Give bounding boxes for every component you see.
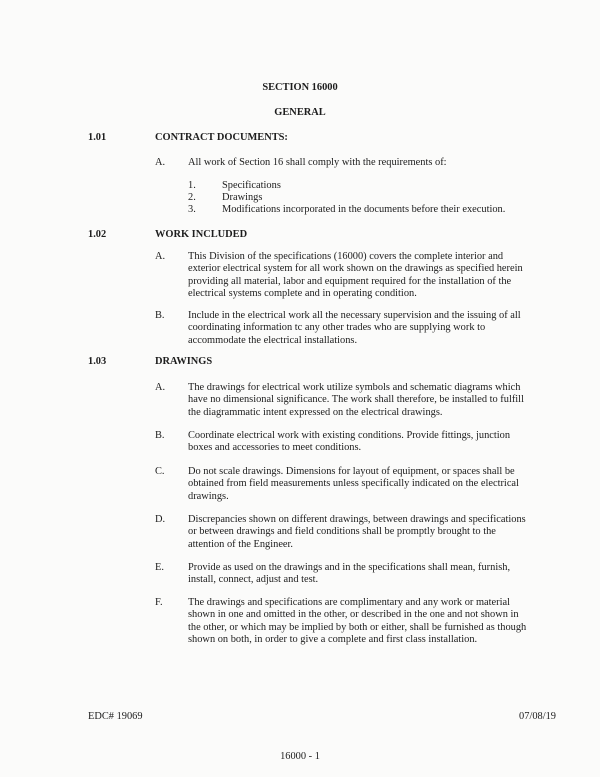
item-paragraph bbox=[188, 382, 524, 419]
item-paragraph bbox=[188, 466, 519, 503]
paragraph-line: shown in one and omitted in the other, or described in the one and not shown in bbox=[188, 609, 519, 621]
paragraph-line: providing all material, labor and equipment required for the installation of the bbox=[188, 275, 512, 287]
item-letter: B. bbox=[155, 430, 165, 441]
page-number: 16000 - 1 bbox=[280, 751, 320, 762]
section-number-1-01: 1.01 bbox=[88, 132, 107, 143]
item-letter: B. bbox=[155, 310, 165, 321]
paragraph-line: attention of the Engineer. bbox=[188, 538, 294, 550]
paragraph-line: exterior electrical system for all work shown on the drawings as specified herein bbox=[188, 263, 523, 275]
item-paragraph bbox=[188, 251, 523, 300]
section-number-1-03: 1.03 bbox=[88, 356, 107, 367]
paragraph-line: drawings. bbox=[188, 490, 229, 502]
item-letter: C. bbox=[155, 466, 165, 477]
list-item: Specifications bbox=[222, 180, 281, 191]
paragraph-line: The drawings for electrical work utilize symbols and schematic diagrams which bbox=[188, 382, 521, 393]
paragraph-line: the other, or which may be implied by both or either, shall be furnished as though bbox=[188, 621, 527, 633]
list-item: Drawings bbox=[222, 192, 263, 203]
item-text: All work of Section 16 shall comply with the requirements of: bbox=[188, 157, 447, 168]
paragraph-line: accommodate the electrical installations. bbox=[188, 334, 358, 346]
paragraph-line: Provide as used on the drawings and in the specifications shall mean, furnish, bbox=[188, 562, 511, 573]
footer-date: 07/08/19 bbox=[519, 711, 556, 722]
paragraph-line: This Division of the specifications (16000) covers the complete interior and bbox=[188, 251, 504, 262]
list-number: 3. bbox=[188, 204, 196, 215]
paragraph-line: The drawings and specifications are complimentary and any work or material bbox=[188, 597, 510, 608]
section-number-1-02: 1.02 bbox=[88, 229, 107, 240]
section-heading-1-01: CONTRACT DOCUMENTS: bbox=[155, 132, 288, 143]
item-letter: A. bbox=[155, 382, 166, 393]
list-number: 2. bbox=[188, 192, 196, 203]
item-letter: A. bbox=[155, 157, 166, 168]
section-title: SECTION 16000 bbox=[262, 82, 338, 93]
paragraph-line: electrical systems complete and in operating condition. bbox=[188, 287, 417, 299]
paragraph-line: have no dimensional significance. The work shall therefore, be installed to fulfill bbox=[188, 394, 524, 406]
paragraph-line: obtained from field measurements unless specifically indicated on the electrical bbox=[188, 478, 519, 490]
section-heading-1-03: DRAWINGS bbox=[155, 356, 213, 367]
paragraph-line: Discrepancies shown on different drawings, between drawings and specifications bbox=[188, 514, 526, 525]
paragraph-line: coordinating information tc any other trades who are supplying work to bbox=[188, 322, 486, 334]
item-paragraph bbox=[188, 562, 510, 587]
subtitle: GENERAL bbox=[274, 107, 326, 118]
item-letter: D. bbox=[155, 514, 166, 525]
paragraph-line: install, connect, adjust and test. bbox=[188, 574, 319, 586]
paragraph-line: shown on both, in order to give a complete and first class installation. bbox=[188, 633, 478, 645]
item-letter: E. bbox=[155, 562, 164, 573]
paragraph-line: or between drawings and field conditions shall be promptly brought to the bbox=[188, 526, 496, 538]
list-item: Modifications incorporated in the documents before their execution. bbox=[222, 204, 506, 215]
paragraph-line: Include in the electrical work all the necessary supervision and the issuing of all bbox=[188, 310, 521, 321]
paragraph-line: boxes and accessories to meet conditions. bbox=[188, 442, 362, 454]
paragraph-line: Coordinate electrical work with existing conditions. Provide fittings, junction bbox=[188, 430, 511, 441]
list-number: 1. bbox=[188, 180, 196, 191]
paragraph-line: the diagrammatic intent expressed on the electrical drawings. bbox=[188, 406, 443, 418]
item-paragraph bbox=[188, 430, 510, 455]
footer-project-number: EDC# 19069 bbox=[88, 711, 143, 722]
item-paragraph bbox=[188, 597, 526, 646]
paragraph-line: Do not scale drawings. Dimensions for layout of equipment, or spaces shall be bbox=[188, 466, 515, 477]
item-letter: F. bbox=[155, 597, 163, 608]
item-paragraph bbox=[188, 514, 526, 551]
item-paragraph bbox=[188, 310, 521, 347]
item-letter: A. bbox=[155, 251, 166, 262]
section-heading-1-02: WORK INCLUDED bbox=[155, 229, 248, 240]
